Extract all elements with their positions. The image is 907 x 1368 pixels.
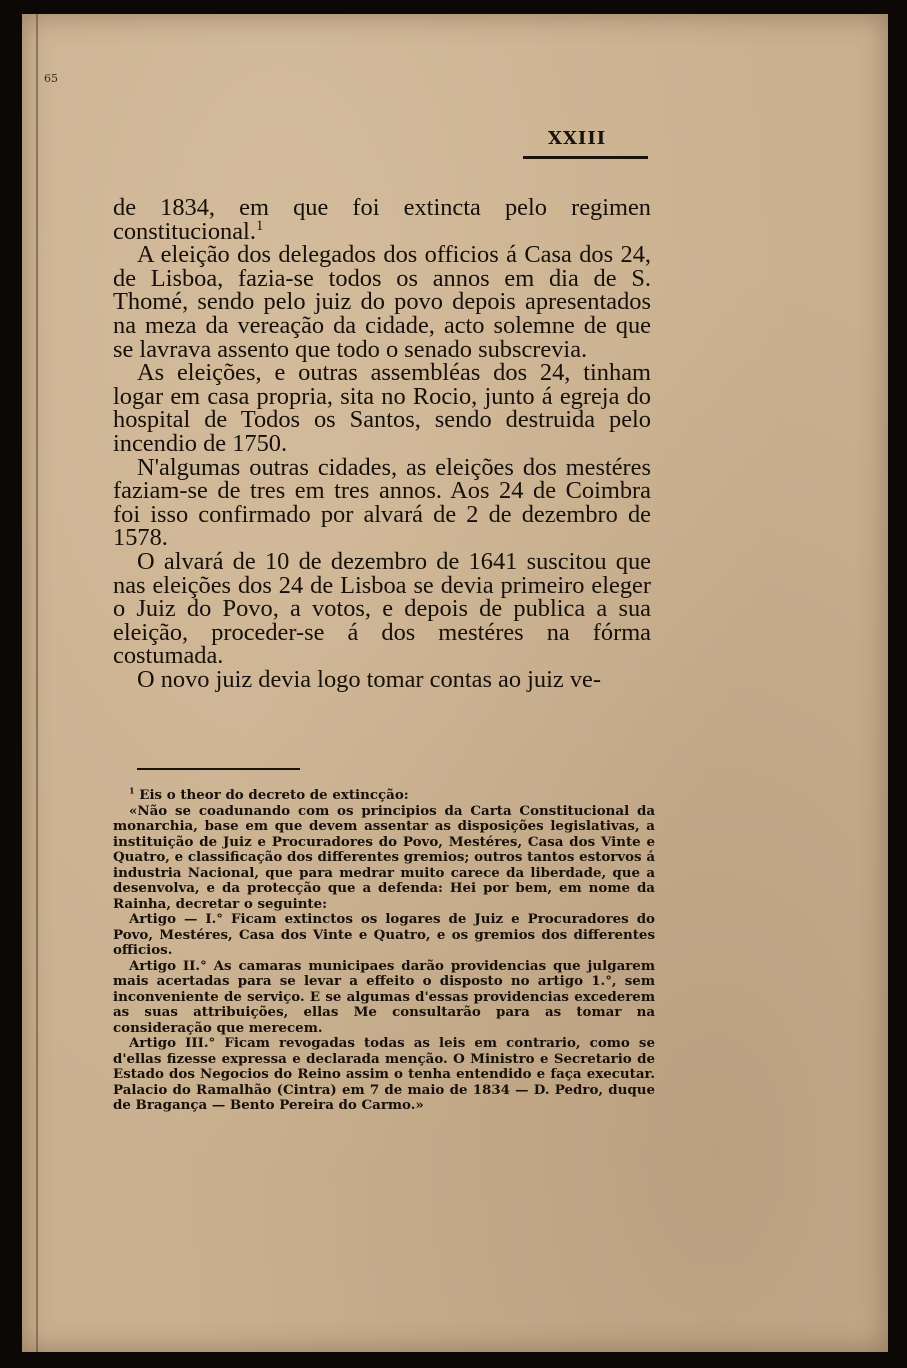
footnotes (113, 785, 655, 1114)
footnote-paragraph: Artigo III.° Ficam revogadas todas as leis em contrario, como se d'ellas fizesse expressa e declarada menção. O Ministro e Secretario de Estado dos Negocios do Reino assim o tenha entendido e faça executar. Palacio do Ramalhão (Cintra) em 7 de maio de 1834 — D. Pedro, duque de Bragança — Bento Pereira do Carmo.» (113, 1035, 655, 1113)
body-paragraph: O alvará de 10 de dezembro de 1641 suscitou que nas eleições dos 24 de Lisboa se devia primeiro eleger o Juiz do Povo, a votos, e depois de publica a sua eleição, proceder-se á dos mestéres na fórma costumada. (113, 547, 651, 670)
main-text (113, 196, 651, 691)
footnote-reference: 1 (255, 217, 264, 234)
body-paragraph: O novo juiz devia logo tomar contas ao juiz ve- (137, 665, 601, 693)
body-paragraph: N'algumas outras cidades, as eleições dos mestéres faziam-se de tres em tres annos. Aos 24 de Coimbra foi isso confirmado por alvará de 2 de dezembro de 1578. (113, 453, 651, 552)
footnote-paragraph: «Não se coadunando com os principios da Carta Constitucional da monarchia, base em que devem assentar as disposições legislativas, a instituição de Juiz e Procuradores do Povo, Mestéres, Casa dos Vinte e Quatro, e classificação dos differentes gremios; outros tantos estorvos á industria Nacional, que para medrar muito carece da liberdade, que a desenvolva, e da protecção que a defenda: Hei por bem, em nome da Rainha, decretar o seguinte: (113, 802, 655, 912)
margin-mark: 65 (44, 72, 58, 85)
footnote-paragraph: Artigo II.° As camaras municipaes darão providencias que julgarem mais acertadas para se levar a effeito o disposto no artigo 1.°, sem inconveniente de serviço. E se algumas d'essas providencias excederem as suas attribuições, ellas Me consultarão para as tomar na consideração que merecem. (113, 957, 655, 1036)
footnote-paragraph: $^1$ Eis o theor do decreto de extincção: (129, 785, 409, 803)
page-number: XXIII (548, 128, 607, 149)
header-rule (523, 156, 648, 159)
binding-edge (36, 14, 38, 1352)
footnote-marker: 1 (129, 785, 135, 796)
body-paragraph: As eleições, e outras assembléas dos 24, tinham logar em casa propria, sita no Rocio, junto á egreja do hospital de Todos os Santos, sendo destruida pelo incendio de 1750. (113, 359, 651, 457)
footnote-paragraph: Artigo — I.° Ficam extinctos os logares de Juiz e Procuradores do Povo, Mestéres, Casa dos Vinte e Quatro, e os gremios dos differentes officios. (113, 911, 655, 958)
body-paragraph: de 1834, em que foi extincta pelo regimen constitucional.$^1$ (113, 194, 651, 245)
body-paragraph: A eleição dos delegados dos officios á Casa dos 24, de Lisboa, fazia-se todos os annos em dia de S. Thomé, sendo pelo juiz do povo depois apresentados na meza da vereação da cidade, acto solemne de que se lavrava assento que todo o senado subscrevia. (113, 241, 651, 363)
footnote-rule (137, 768, 300, 770)
